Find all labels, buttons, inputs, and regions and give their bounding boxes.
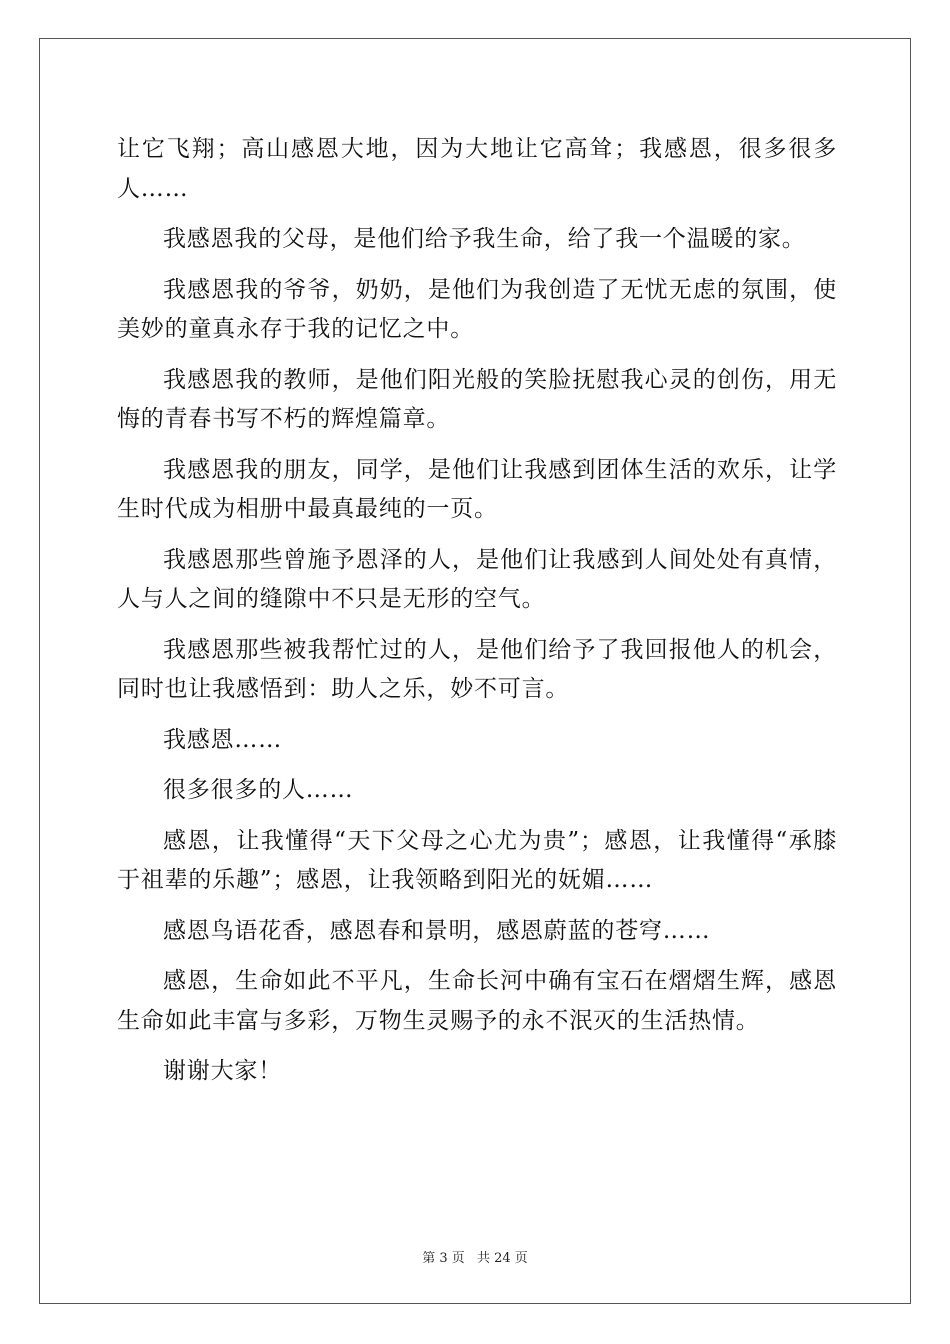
paragraph: 谢谢大家！ xyxy=(163,1058,282,1084)
paragraph: 我感恩…… xyxy=(163,726,282,753)
paragraph: 让它飞翔；高山感恩大地，因为大地让它高耸；我感恩，很多很多人…… xyxy=(117,136,837,202)
paragraph: 我感恩我的教师，是他们阳光般的笑脸抚慰我心灵的创伤，用无悔的青春书写不朽的辉煌篇章。 xyxy=(117,366,837,432)
paragraph: 感恩鸟语花香，感恩春和景明，感恩蔚蓝的苍穹…… xyxy=(163,917,711,944)
paragraph: 我感恩我的父母，是他们给予我生命，给了我一个温暖的家。 xyxy=(163,226,806,252)
paragraph: 很多很多的人…… xyxy=(163,777,354,803)
paragraph: 我感恩那些被我帮忙过的人，是他们给予了我回报他人的机会，同时也让我感悟到：助人之乐，妙不可言。 xyxy=(117,636,837,702)
page-footer xyxy=(0,1247,950,1266)
paragraph: 我感恩我的爷爷，奶奶，是他们为我创造了无忧无虑的氛围，使美妙的童真永存于我的记忆之中。 xyxy=(117,276,837,342)
paragraph: 我感恩那些曾施予恩泽的人，是他们让我感到人间处处有真情，人与人之间的缝隙中不只是无形的空气。 xyxy=(117,546,837,612)
paragraph: 感恩，生命如此不平凡，生命长河中确有宝石在熠熠生辉，感恩生命如此丰富与多彩，万物生灵赐予的永不泯灭的生活热情。 xyxy=(117,968,837,1034)
page-total: 共 24 页 xyxy=(476,1251,528,1266)
document-body xyxy=(117,130,837,1103)
paragraph: 感恩，让我懂得“天下父母之心尤为贵”；感恩，让我懂得“承膝于祖辈的乐趣”；感恩，让我领略到阳光的妩媚…… xyxy=(117,827,837,893)
paragraph: 我感恩我的朋友，同学，是他们让我感到团体生活的欢乐，让学生时代成为相册中最真最纯的一页。 xyxy=(117,456,837,522)
page-number: 第 3 页 xyxy=(422,1251,465,1266)
